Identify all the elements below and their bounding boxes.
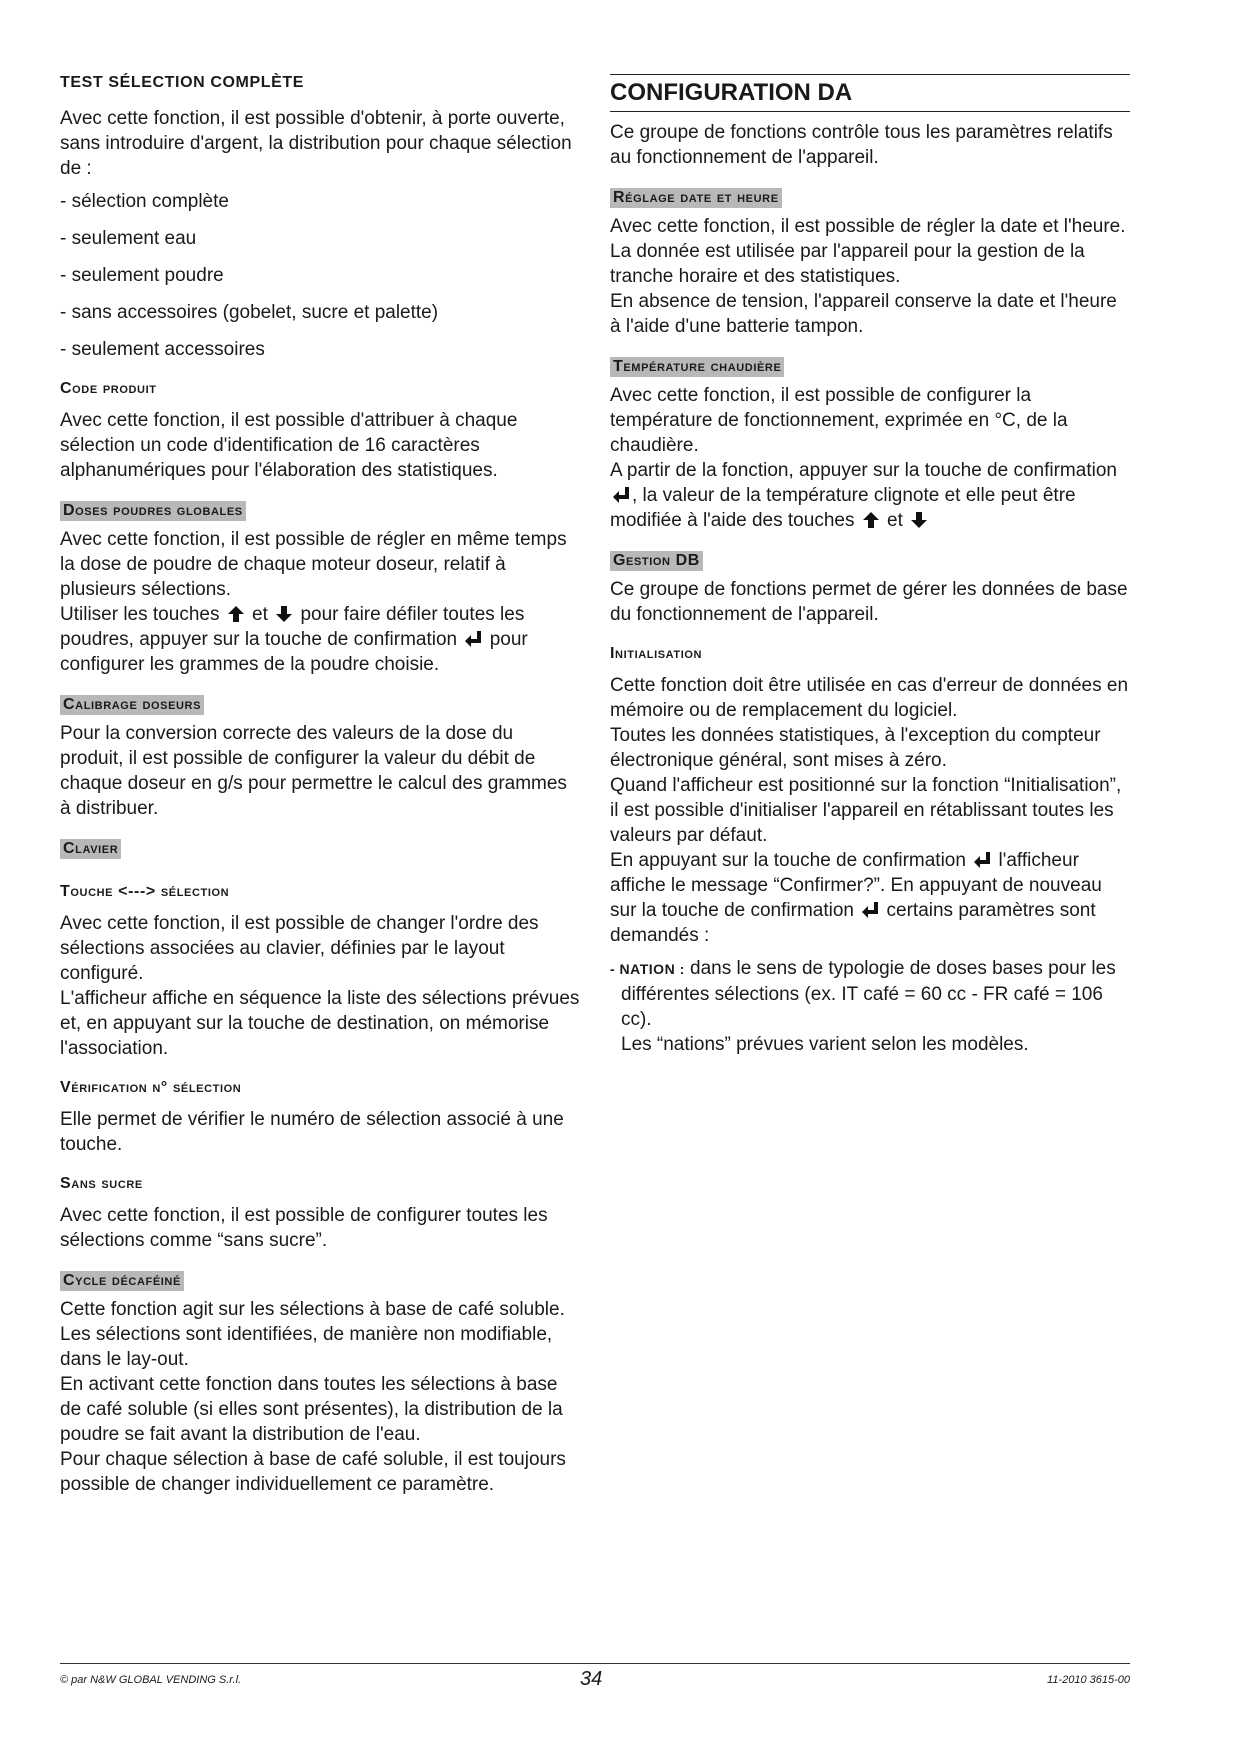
reglage-text-2: En absence de tension, l'appareil conserve la date et l'heure à l'aide d'une batterie tampon. — [610, 291, 1117, 337]
doses-instructions: Utiliser les touches et pour faire défiler toutes les poudres, appuyer sur la touche de confirmation pour configurer les grammes de la poudre choisie. — [60, 604, 528, 675]
arrow-down-icon — [275, 605, 293, 623]
init-instructions: En appuyant sur la touche de confirmation l'afficheur affiche le message “Confirmer?”. En appuyant de nouveau sur la touche de confirmation certains paramètres sont demandés : — [610, 850, 1102, 946]
nation-label: - NATION : — [610, 961, 685, 977]
code-heading: Code produit — [60, 380, 157, 397]
sans-sucre-text: Avec cette fonction, il est possible de configurer toutes les sélections comme “sans sucre”. — [60, 1205, 548, 1251]
nation-item — [610, 956, 1130, 1032]
list-item: - sans accessoires (gobelet, sucre et palette) — [60, 302, 439, 323]
gestion-heading: Gestion DB — [610, 551, 703, 571]
code-text: Avec cette fonction, il est possible d'attribuer à chaque sélection un code d'identification de 16 caractères alphanumériques pour l'élaboration des statistiques. — [60, 410, 518, 481]
touche-heading: Touche <---> sélection — [60, 883, 230, 900]
enter-icon — [612, 486, 630, 504]
list-item: - seulement accessoires — [60, 339, 265, 360]
copyright: © par N&W GLOBAL VENDING S.r.l. — [60, 1674, 242, 1686]
reglage-heading: Réglage date et heure — [610, 188, 782, 208]
calibrage-text: Pour la conversion correcte des valeurs de la dose du produit, il est possible de configurer la valeur du débit de chaque doseur en g/s pour permettre le calcul des grammes à distribuer. — [60, 723, 567, 819]
touche-text: Avec cette fonction, il est possible de changer l'ordre des sélections associées au clavier, définies par le layout configuré. — [60, 913, 539, 984]
verif-heading: Vérification n° sélection — [60, 1079, 242, 1096]
enter-icon — [861, 901, 879, 919]
gestion-text: Ce groupe de fonctions permet de gérer les données de base du fonctionnement de l'appareil. — [610, 579, 1128, 625]
verif-text: Elle permet de vérifier le numéro de sélection associé à une touche. — [60, 1109, 564, 1155]
cycle-text: Cette fonction agit sur les sélections à base de café soluble. Les sélections sont identifiées, de manière non modifiable, dans le lay-out. — [60, 1299, 565, 1370]
temperature-text: Avec cette fonction, il est possible de configurer la température de fonctionnement, exprimée en °C, de la chaudière. — [610, 385, 1068, 456]
left-column — [60, 70, 580, 1505]
init-text-3: Quand l'afficheur est positionné sur la fonction “Initialisation”, il est possible d'initialiser l'appareil en rétablissant toutes les valeurs par défaut. — [610, 775, 1122, 846]
init-heading: Initialisation — [610, 645, 703, 662]
doses-text: Avec cette fonction, il est possible de régler en même temps la dose de poudre de chaque moteur doseur, relatif à plusieurs sélections. — [60, 529, 567, 600]
list-item: - seulement poudre — [60, 265, 224, 286]
clavier-heading: Clavier — [60, 839, 121, 859]
arrow-down-icon — [910, 511, 928, 529]
enter-icon — [464, 630, 482, 648]
arrow-up-icon — [862, 511, 880, 529]
test-heading: TEST SÉLECTION COMPLÈTE — [60, 74, 305, 91]
page-number: 34 — [580, 1668, 603, 1690]
config-title: CONFIGURATION DA — [610, 74, 1130, 112]
nation-text: dans le sens de typologie de doses bases pour les différentes sélections (ex. IT café = 60 cc - FR café = 106 cc). — [621, 958, 1116, 1030]
doc-code: 11-2010 3615-00 — [1047, 1674, 1130, 1686]
calibrage-heading: Calibrage doseurs — [60, 695, 204, 715]
cycle-text-2: En activant cette fonction dans toutes les sélections à base de café soluble (si elles sont présentes), la distribution de la poudre se fait avant la distribution de l'eau. — [60, 1374, 563, 1445]
doses-heading: Doses poudres globales — [60, 501, 246, 521]
enter-icon — [973, 851, 991, 869]
list-item: - seulement eau — [60, 228, 197, 249]
config-text: Ce groupe de fonctions contrôle tous les paramètres relatifs au fonctionnement de l'appareil. — [610, 122, 1113, 168]
right-column — [610, 70, 1130, 1065]
list-item: - sélection complète — [60, 191, 229, 212]
arrow-up-icon — [227, 605, 245, 623]
cycle-heading: Cycle décaféiné — [60, 1271, 184, 1291]
init-text: Cette fonction doit être utilisée en cas d'erreur de données en mémoire ou de remplacement du logiciel. — [610, 675, 1129, 721]
sans-sucre-heading: Sans sucre — [60, 1175, 143, 1192]
temperature-heading: Température chaudière — [610, 357, 784, 377]
cycle-text-3: Pour chaque sélection à base de café soluble, il est toujours possible de changer individuellement ce paramètre. — [60, 1449, 566, 1495]
test-intro: Avec cette fonction, il est possible d'obtenir, à porte ouverte, sans introduire d'argent, la distribution pour chaque sélection de : — [60, 108, 572, 179]
temperature-instructions: A partir de la fonction, appuyer sur la touche de confirmation , la valeur de la température clignote et elle peut être modifiée à l'aide des touches et — [610, 460, 1117, 531]
init-text-2: Toutes les données statistiques, à l'exception du compteur électronique général, sont mises à zéro. — [610, 725, 1101, 771]
reglage-text: Avec cette fonction, il est possible de régler la date et l'heure. La donnée est utilisée par l'appareil pour la gestion de la tranche horaire et des statistiques. — [610, 216, 1126, 287]
nation-text-2: Les “nations” prévues varient selon les modèles. — [621, 1034, 1029, 1055]
page-footer — [60, 1663, 1130, 1704]
touche-text-2: L'afficheur affiche en séquence la liste des sélections prévues et, en appuyant sur la touche de destination, on mémorise l'association. — [60, 988, 580, 1059]
